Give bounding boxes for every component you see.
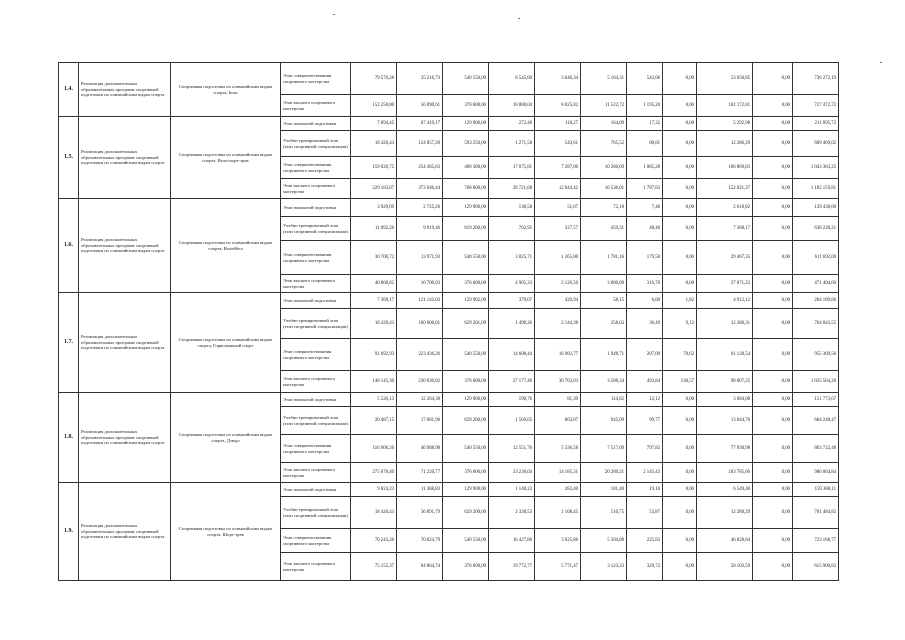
value-cell: 80,81 [627, 131, 663, 157]
budget-table [58, 62, 839, 581]
value-cell: 100 606,01 [397, 309, 443, 339]
value-cell: 27 177,46 [489, 371, 535, 393]
value-cell: 129 900,00 [443, 117, 489, 131]
value-cell: 1 043 363,25 [793, 157, 839, 179]
value-cell: 2 725,26 [397, 199, 443, 217]
value-cell: 116 906,26 [351, 435, 397, 463]
value-cell: 0,00 [663, 553, 697, 581]
value-cell: 152 821,37 [697, 179, 753, 199]
value-cell: 615 900,83 [793, 553, 839, 581]
value-cell: 6,00 [627, 293, 663, 309]
value-cell: 254 385,83 [397, 157, 443, 179]
value-cell: 0,00 [663, 435, 697, 463]
value-cell: 61 128,54 [697, 339, 753, 371]
value-cell: 30 703,03 [535, 371, 581, 393]
stage-name: Этап высшего спортивного мастерства [281, 179, 351, 199]
value-cell: 20 487,15 [351, 407, 397, 435]
value-cell: 70,62 [663, 339, 697, 371]
value-cell: 53,87 [627, 497, 663, 529]
value-cell: 1 148,23 [489, 483, 535, 497]
table-row [59, 483, 839, 497]
sport-name: Спортивная подготовка по олимпийским видам спорта, Бокс [171, 63, 281, 117]
sport-name: Спортивная подготовка по олимпийским видам спорта, Волейбол [171, 199, 281, 293]
value-cell: 1 569,65 [489, 407, 535, 435]
value-cell: 8 545,00 [489, 63, 535, 95]
value-cell: 765,52 [581, 131, 627, 157]
value-cell: 84 864,74 [397, 553, 443, 581]
sport-name: Спортивная подготовка по олимпийским видам спорта, Горнолыжный спорт [171, 293, 281, 393]
value-cell: 223 436,26 [397, 339, 443, 371]
value-cell: 1 787,83 [627, 179, 663, 199]
value-cell: 0,00 [753, 529, 793, 553]
value-cell: 768 600,00 [443, 179, 489, 199]
value-cell: 5 164,31 [581, 63, 627, 95]
value-cell: 0,00 [753, 435, 793, 463]
value-cell: 11 388,83 [397, 483, 443, 497]
value-cell: 701 484,83 [793, 497, 839, 529]
program-name: Реализация дополнительных образовательных программ спортивной подготовки по олимпийским видам спорта [79, 199, 171, 293]
value-cell: 29 467,35 [697, 241, 753, 275]
value-cell: 164,09 [581, 117, 627, 131]
value-cell: 955 369,56 [793, 339, 839, 371]
value-cell: 151 773,67 [793, 393, 839, 407]
value-cell: 7 517,09 [581, 435, 627, 463]
value-cell: 70 824,79 [397, 529, 443, 553]
value-cell: 139 438,00 [793, 199, 839, 217]
value-cell: 275 678,40 [351, 463, 397, 483]
value-cell: 376 600,00 [443, 95, 489, 117]
value-cell: 40 868,82 [351, 275, 397, 293]
value-cell: 0,00 [663, 179, 697, 199]
budget-table-sheet [58, 62, 838, 581]
value-cell: 0,00 [753, 95, 793, 117]
value-cell: 159 368,11 [793, 483, 839, 497]
section-number: 1.7. [59, 293, 79, 393]
value-cell: 7,46 [627, 199, 663, 217]
scan-mark [333, 14, 335, 15]
value-cell: 471 404,60 [793, 275, 839, 293]
value-cell: 79 576,28 [351, 63, 397, 95]
value-cell: 121 142,03 [397, 293, 443, 309]
value-cell: 7 368,17 [697, 217, 753, 241]
value-cell: 46 988,98 [397, 435, 443, 463]
stage-name: Этап высшего спортивного мастерства [281, 371, 351, 393]
value-cell: 1 195,20 [627, 95, 663, 117]
value-cell: 376 600,00 [443, 371, 489, 393]
value-cell: 9 824,23 [351, 483, 397, 497]
value-cell: 629 201,09 [443, 309, 489, 339]
section-number: 1.5. [59, 117, 79, 199]
value-cell: 12 286,29 [697, 131, 753, 157]
stage-name: Этап высшего спортивного мастерства [281, 463, 351, 483]
value-cell: 0,00 [663, 63, 697, 95]
value-cell: 2 145,43 [627, 463, 663, 483]
value-cell: 5 771,47 [535, 553, 581, 581]
value-cell: 1 182 159,81 [793, 179, 839, 199]
value-cell: 14 608,44 [489, 339, 535, 371]
value-cell: 138,58 [489, 199, 535, 217]
value-cell: 129 900,00 [443, 483, 489, 497]
value-cell: 102 172,81 [697, 95, 753, 117]
stage-name: Учебно-тренировочный этап (этап спортивной специализации) [281, 407, 351, 435]
value-cell: 1 265,80 [535, 241, 581, 275]
value-cell: 0,00 [753, 371, 793, 393]
value-cell: 0,00 [663, 463, 697, 483]
stage-name: Этап совершенствования спортивного мастерства [281, 435, 351, 463]
value-cell: 7 894,45 [351, 117, 397, 131]
value-cell: 379,07 [489, 293, 535, 309]
value-cell: 0,00 [753, 293, 793, 309]
value-cell: 663,87 [535, 407, 581, 435]
value-cell: 0,00 [663, 483, 697, 497]
value-cell: 11 092,26 [351, 217, 397, 241]
value-cell: 17 075,81 [489, 157, 535, 179]
value-cell: 1 271,58 [489, 131, 535, 157]
value-cell: 16 700,93 [397, 275, 443, 293]
value-cell: 1 085,28 [627, 157, 663, 179]
value-cell: 540 550,00 [443, 241, 489, 275]
value-cell: 0,00 [753, 497, 793, 529]
value-cell: 0,00 [753, 339, 793, 371]
program-name: Реализация дополнительных образовательных программ спортивной подготовки по олимпийским видам спорта [79, 483, 171, 581]
value-cell: 58,15 [581, 293, 627, 309]
value-cell: 0,00 [753, 131, 793, 157]
value-cell: 0,00 [663, 393, 697, 407]
value-cell: 3 588,34 [581, 371, 627, 393]
value-cell: 264 189,66 [793, 293, 839, 309]
value-cell: 376 600,00 [443, 553, 489, 581]
value-cell: 540 550,00 [443, 529, 489, 553]
value-cell: 543,61 [535, 131, 581, 157]
value-cell: 0,00 [663, 241, 697, 275]
value-cell: 207,09 [627, 339, 663, 371]
value-cell: 0,00 [753, 463, 793, 483]
section-number: 1.8. [59, 393, 79, 483]
value-cell: 736 272,19 [793, 63, 839, 95]
value-cell: 540 550,00 [443, 339, 489, 371]
value-cell: 0,00 [753, 553, 793, 581]
stage-name: Этап начальной подготовки [281, 393, 351, 407]
stage-name: Этап высшего спортивного мастерства [281, 95, 351, 117]
value-cell: 53 050,85 [697, 63, 753, 95]
value-cell: 71 220,77 [397, 463, 443, 483]
value-cell: 0,00 [663, 95, 697, 117]
value-cell: 48,40 [627, 217, 663, 241]
value-cell: 0,00 [663, 199, 697, 217]
value-cell: 3 684,08 [697, 393, 753, 407]
value-cell: 3 825,71 [489, 241, 535, 275]
value-cell: 0,00 [663, 131, 697, 157]
stage-name: Этап начальной подготовки [281, 293, 351, 309]
table-row [59, 63, 839, 95]
value-cell: 18 888,04 [489, 95, 535, 117]
value-cell: 12 280,31 [697, 309, 753, 339]
value-cell: 229 183,07 [351, 179, 397, 199]
table-row [59, 117, 839, 131]
value-cell: 5 336,58 [535, 435, 581, 463]
stage-name: Этап совершенствования спортивного мастерства [281, 241, 351, 275]
sport-name: Спортивная подготовка по олимпийским видам спорта, Дзюдо [171, 393, 281, 483]
value-cell: 0,00 [663, 117, 697, 131]
value-cell: 20 289,21 [581, 463, 627, 483]
value-cell: 35 216,73 [397, 63, 443, 95]
stage-name: Учебно-тренировочный этап (этап спортивной специализации) [281, 131, 351, 157]
value-cell: 75 155,37 [351, 553, 397, 581]
value-cell: 179,58 [627, 241, 663, 275]
value-cell: 7 287,06 [535, 157, 581, 179]
value-cell: 211 095,72 [793, 117, 839, 131]
value-cell: 1,82 [663, 293, 697, 309]
value-cell: 0,00 [753, 241, 793, 275]
value-cell: 98 807,25 [697, 371, 753, 393]
value-cell: 0,00 [663, 275, 697, 293]
scan-mark [880, 62, 882, 63]
section-number: 1.6. [59, 199, 79, 293]
value-cell: 13 644,76 [697, 407, 753, 435]
value-cell: 3 000,89 [581, 275, 627, 293]
value-cell: 4 912,12 [697, 293, 753, 309]
value-cell: 762,95 [489, 217, 535, 241]
value-cell: 540 550,00 [443, 63, 489, 95]
value-cell: 72,18 [581, 199, 627, 217]
value-cell: 5 394,88 [581, 529, 627, 553]
value-cell: 56 090,61 [397, 95, 443, 117]
value-cell: 803 722,48 [793, 435, 839, 463]
value-cell: 11 522,72 [581, 95, 627, 117]
value-cell: 17,32 [627, 117, 663, 131]
stage-name: Этап начальной подготовки [281, 117, 351, 131]
value-cell: 0,00 [753, 407, 793, 435]
value-cell: 10 280,69 [581, 157, 627, 179]
sport-name: Спортивная подготовка по олимпийским видам спорта, Шорт-трек [171, 483, 281, 581]
value-cell: 0,00 [753, 217, 793, 241]
value-cell: 36 891,79 [397, 497, 443, 529]
program-name: Реализация дополнительных образовательных программ спортивной подготовки по олимпийским видам спорта [79, 393, 171, 483]
stage-name: Этап совершенствования спортивного мастерства [281, 529, 351, 553]
value-cell: 283,40 [535, 483, 581, 497]
value-cell: 543,06 [627, 63, 663, 95]
section-number: 1.4. [59, 63, 79, 117]
stage-name: Этап совершенствования спортивного мастерства [281, 63, 351, 95]
value-cell: 225,83 [627, 529, 663, 553]
value-cell: 684 248,47 [793, 407, 839, 435]
value-cell: 28 721,68 [489, 179, 535, 199]
value-cell: 2 144,38 [535, 309, 581, 339]
value-cell: 638 228,21 [793, 217, 839, 241]
value-cell: 67 419,17 [397, 117, 443, 131]
value-cell: 7 368,17 [351, 293, 397, 309]
value-cell: 468 300,00 [443, 157, 489, 179]
value-cell: 181,40 [581, 483, 627, 497]
value-cell: 0,00 [753, 117, 793, 131]
value-cell: 727 472,72 [793, 95, 839, 117]
value-cell: 18 420,43 [351, 309, 397, 339]
value-cell: 540 550,00 [443, 435, 489, 463]
value-cell: 459,31 [581, 217, 627, 241]
value-cell: 0,00 [663, 407, 697, 435]
value-cell: 0,00 [753, 483, 793, 497]
value-cell: 159 020,75 [351, 157, 397, 179]
value-cell: 0,00 [663, 529, 697, 553]
value-cell: 19,16 [627, 483, 663, 497]
value-cell: 1 948,71 [581, 339, 627, 371]
value-cell: 50 103,59 [697, 553, 753, 581]
value-cell: 0,00 [753, 179, 793, 199]
value-cell: 945,09 [581, 407, 627, 435]
value-cell: 1 025 564,20 [793, 371, 839, 393]
value-cell: 70 243,26 [351, 529, 397, 553]
stage-name: Учебно-тренировочный этап (этап спортивной специализации) [281, 217, 351, 241]
value-cell: 81,39 [535, 393, 581, 407]
value-cell: 13 971,93 [397, 241, 443, 275]
value-cell: 3 123,33 [581, 553, 627, 581]
value-cell: 0,00 [753, 393, 793, 407]
value-cell: 2 618,82 [697, 199, 753, 217]
section-number: 1.9. [59, 483, 79, 581]
value-cell: 0,00 [753, 63, 793, 95]
value-cell: 91 692,93 [351, 339, 397, 371]
value-cell: 130,57 [663, 371, 697, 393]
value-cell: 5 526,13 [351, 393, 397, 407]
value-cell: 27 071,22 [697, 275, 753, 293]
stage-name: Этап начальной подготовки [281, 199, 351, 217]
program-name: Реализация дополнительных образовательных программ спортивной подготовки по олимпийским видам спорта [79, 293, 171, 393]
value-cell: 1 781,16 [581, 241, 627, 275]
value-cell: 36,49 [627, 309, 663, 339]
value-cell: 129 900,00 [443, 199, 489, 217]
value-cell: 17 681,96 [397, 407, 443, 435]
sport-name: Спортивная подготовка по олимпийским видам спорта, Велоспорт-трек [171, 117, 281, 199]
value-cell: 12,12 [627, 393, 663, 407]
value-cell: 152 258,80 [351, 95, 397, 117]
value-cell: 5 292,98 [697, 117, 753, 131]
value-cell: 1 108,45 [535, 497, 581, 529]
value-cell: 316,70 [627, 275, 663, 293]
value-cell: 619 200,00 [443, 217, 489, 241]
value-cell: 16 427,80 [489, 529, 535, 553]
value-cell: 258,63 [581, 309, 627, 339]
value-cell: 420,94 [535, 293, 581, 309]
value-cell: 12 551,76 [489, 435, 535, 463]
value-cell: 77 930,98 [697, 435, 753, 463]
value-cell: 124 857,20 [397, 131, 443, 157]
value-cell: 129 902,00 [443, 293, 489, 309]
value-cell: 611 692,09 [793, 241, 839, 275]
value-cell: 0,00 [663, 497, 697, 529]
program-name: Реализация дополнительных образовательных программ спортивной подготовки по олимпийским видам спорта [79, 117, 171, 199]
value-cell: 797,83 [627, 435, 663, 463]
stage-name: Этап совершенствования спортивного мастерства [281, 339, 351, 371]
value-cell: 629 200,00 [443, 407, 489, 435]
value-cell: 493,84 [627, 371, 663, 393]
value-cell: 4 905,33 [489, 275, 535, 293]
value-cell: 190,76 [489, 393, 535, 407]
value-cell: 99,77 [627, 407, 663, 435]
stage-name: Учебно-тренировочный этап (этап спортивной специализации) [281, 497, 351, 529]
value-cell: 183 785,66 [697, 463, 753, 483]
value-cell: 16 982,77 [535, 339, 581, 371]
value-cell: 9,12 [663, 309, 697, 339]
table-row [59, 393, 839, 407]
value-cell: 106 869,83 [697, 157, 753, 179]
value-cell: 33 238,04 [489, 463, 535, 483]
table-row [59, 293, 839, 309]
stage-name: Этап высшего спортивного мастерства [281, 275, 351, 293]
value-cell: 593 250,00 [443, 131, 489, 157]
value-cell: 12 264,30 [397, 393, 443, 407]
value-cell: 2 338,53 [489, 497, 535, 529]
value-cell: 510,75 [581, 497, 627, 529]
value-cell: 148 145,30 [351, 371, 397, 393]
stage-name: Этап высшего спортивного мастерства [281, 553, 351, 581]
value-cell: 3 929,69 [351, 199, 397, 217]
value-cell: 230 030,82 [397, 371, 443, 393]
value-cell: 8 025,82 [535, 95, 581, 117]
program-name: Реализация дополнительных образовательных программ спортивной подготовки по олимпийским видам спорта [79, 63, 171, 117]
value-cell: 51,67 [535, 199, 581, 217]
value-cell: 12 044,42 [535, 179, 581, 199]
value-cell: 18 420,43 [351, 497, 397, 529]
value-cell: 0,00 [753, 157, 793, 179]
stage-name: Этап начальной подготовки [281, 483, 351, 497]
value-cell: 0,00 [663, 217, 697, 241]
value-cell: 0,00 [753, 309, 793, 339]
value-cell: 327,57 [535, 217, 581, 241]
value-cell: 9 919,46 [397, 217, 443, 241]
value-cell: 19 772,77 [489, 553, 535, 581]
stage-name: Этап совершенствования спортивного мастерства [281, 157, 351, 179]
value-cell: 0,00 [753, 199, 793, 217]
value-cell: 986 064,84 [793, 463, 839, 483]
stage-name: Учебно-тренировочный этап (этап спортивной специализации) [281, 309, 351, 339]
value-cell: 689 469,02 [793, 131, 839, 157]
value-cell: 2 126,50 [535, 275, 581, 293]
value-cell: 129 900,00 [443, 393, 489, 407]
value-cell: 373 646,44 [397, 179, 443, 199]
value-cell: 6 549,48 [697, 483, 753, 497]
value-cell: 46 828,84 [697, 529, 753, 553]
value-cell: 1 498,26 [489, 309, 535, 339]
value-cell: 30 700,72 [351, 241, 397, 275]
value-cell: 723 168,77 [793, 529, 839, 553]
value-cell: 329,72 [627, 553, 663, 581]
value-cell: 629 200,00 [443, 497, 489, 529]
value-cell: 118,27 [535, 117, 581, 131]
value-cell: 3 646,34 [535, 63, 581, 95]
table-row [59, 199, 839, 217]
value-cell: 376 600,00 [443, 463, 489, 483]
scan-mark [518, 18, 520, 19]
value-cell: 272,48 [489, 117, 535, 131]
value-cell: 114,82 [581, 393, 627, 407]
value-cell: 3 625,86 [535, 529, 581, 553]
value-cell: 764 843,55 [793, 309, 839, 339]
value-cell: 12 280,29 [697, 497, 753, 529]
value-cell: 16 536,01 [581, 179, 627, 199]
value-cell: 0,00 [663, 157, 697, 179]
value-cell: 376 600,00 [443, 275, 489, 293]
value-cell: 0,00 [753, 275, 793, 293]
value-cell: 18 420,43 [351, 131, 397, 157]
value-cell: 14 185,31 [535, 463, 581, 483]
